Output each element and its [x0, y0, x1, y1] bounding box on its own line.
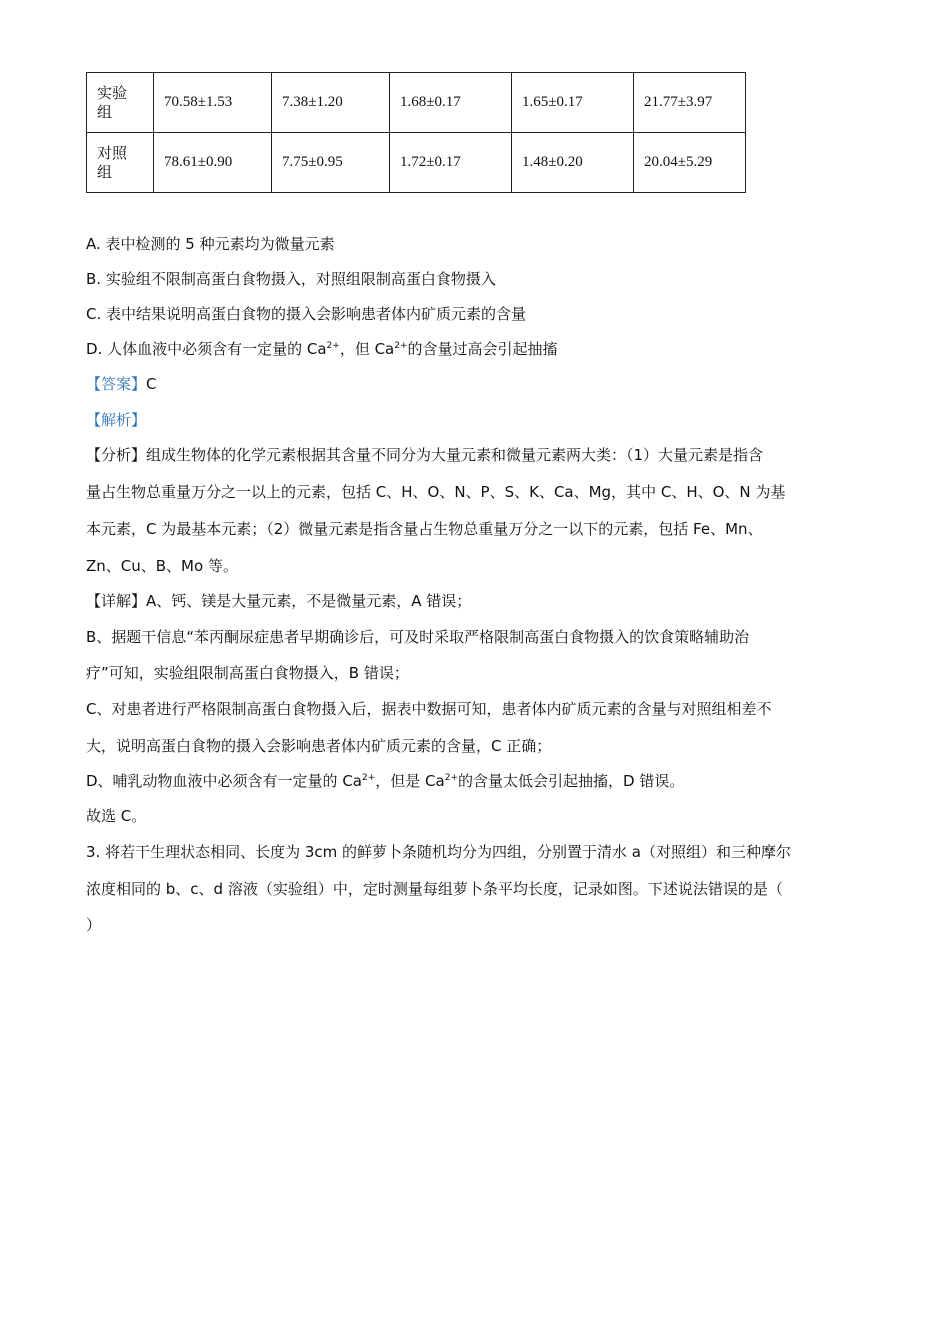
table-cell: 21.77±3.97: [634, 73, 746, 133]
table-row: [87, 73, 746, 133]
option-c: C. 表中结果说明高蛋白食物的摄入会影响患者体内矿质元素的含量: [86, 305, 527, 323]
question-3-line: 3. 将若干生理状态相同、长度为 3cm 的鲜萝卜条随机均分为四组，分别置于清水 a（对照组）和三种摩尔: [86, 843, 791, 861]
detail-line: B、据题干信息“苯丙酮尿症患者早期确诊后，可及时采取严格限制高蛋白食物摄入的饮食策略辅助治: [86, 628, 750, 646]
answer-label: 【答案】: [86, 375, 147, 393]
table-cell: 70.58±1.53: [154, 73, 272, 133]
table-cell: 7.38±1.20: [272, 73, 390, 133]
detail-line: C、对患者进行严格限制高蛋白食物摄入后，据表中数据可知，患者体内矿质元素的含量与对照组相差不: [86, 700, 772, 718]
detail-line: 大，说明高蛋白食物的摄入会影响患者体内矿质元素的含量，C 正确；: [86, 737, 552, 755]
answer-line: [86, 374, 157, 394]
option-d: D. 人体血液中必须含有一定量的 $Ca^{2+}$，但 $Ca^{2+}$的含量过高会引起抽搐: [86, 340, 558, 358]
row-label-control: 对照 组: [87, 133, 154, 193]
row-label-experimental: 实验 组: [87, 73, 154, 133]
question-3-line: ）: [86, 916, 102, 934]
option-b: B. 实验组不限制高蛋白食物摄入，对照组限制高蛋白食物摄入: [86, 270, 496, 288]
detail-line: 【详解】A、钙、镁是大量元素，不是微量元素，A 错误；: [86, 592, 472, 610]
table-cell: 7.75±0.95: [272, 133, 390, 193]
detail-line: D、哺乳动物血液中必须含有一定量的 $Ca^{2+}$，但是 $Ca^{2+}$的含量太低会引起抽搐，D 错误。: [86, 772, 685, 790]
table-cell: 1.48±0.20: [512, 133, 634, 193]
detail-line: 疗”可知，实验组限制高蛋白食物摄入，B 错误；: [86, 664, 409, 682]
table-cell: 20.04±5.29: [634, 133, 746, 193]
table-cell: 1.72±0.17: [390, 133, 512, 193]
question-3-line: 浓度相同的 b、c、d 溶液（实验组）中，定时测量每组萝卜条平均长度，记录如图。下述说法错误的是（: [86, 880, 783, 898]
answer-value: C: [146, 375, 157, 393]
table-cell: 1.68±0.17: [390, 73, 512, 133]
analysis-line: Zn、Cu、B、Mo 等。: [86, 557, 238, 575]
option-a: A. 表中检测的 5 种元素均为微量元素: [86, 235, 335, 253]
table-row: [87, 133, 746, 193]
table-cell: 78.61±0.90: [154, 133, 272, 193]
table-cell: 1.65±0.17: [512, 73, 634, 133]
results-table: [86, 72, 746, 193]
analysis-label: 【解析】: [86, 411, 147, 429]
analysis-line: 本元素，C 为最基本元素；（2）微量元素是指含量占生物总重量万分之一以下的元素，包括 Fe、Mn、: [86, 520, 763, 538]
analysis-line: 量占生物总重量万分之一以上的元素，包括 C、H、O、N、P、S、K、Ca、Mg，其中 C、H、O、N 为基: [86, 483, 786, 501]
detail-conclusion: 故选 C。: [86, 807, 147, 825]
analysis-line: 【分析】组成生物体的化学元素根据其含量不同分为大量元素和微量元素两大类：（1）大量元素是指含: [86, 446, 764, 464]
